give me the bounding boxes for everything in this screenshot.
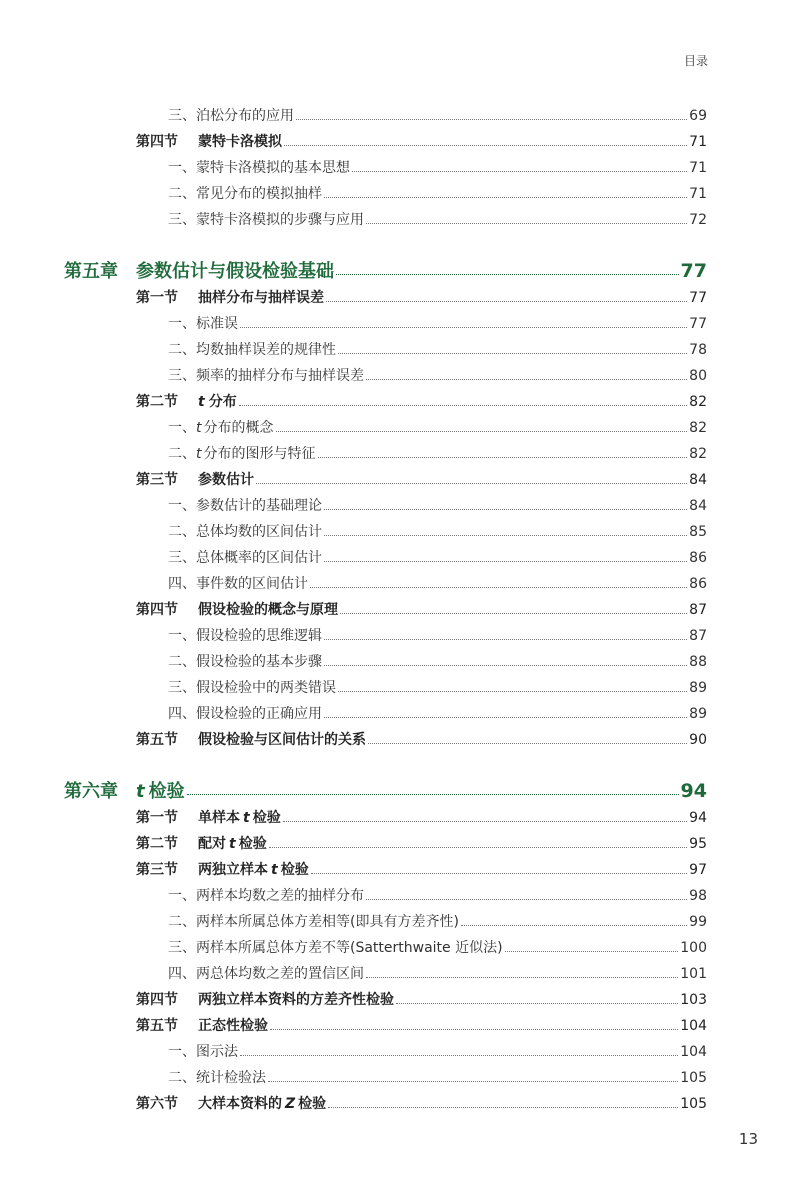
dot-leader (324, 639, 687, 640)
dot-leader (461, 925, 687, 926)
toc-item-label: 三、总体概率的区间估计 (168, 550, 322, 566)
section-title: 配对 t 检验 (198, 836, 267, 852)
toc-item[interactable] (168, 210, 707, 230)
section-label (136, 834, 267, 854)
section-title: 单样本 t 检验 (198, 810, 281, 826)
section-number: 第六节 (136, 1096, 178, 1112)
chapter-title: t 检验 (136, 781, 185, 802)
dot-leader (240, 1055, 678, 1056)
dot-leader (256, 483, 687, 484)
dot-leader (311, 873, 687, 874)
page-ref: 95 (689, 836, 707, 852)
dot-leader (318, 457, 688, 458)
dot-leader (240, 327, 687, 328)
section-number: 第二节 (136, 394, 178, 410)
toc-item-label: 一、假设检验的思维逻辑 (168, 628, 322, 644)
section-title: 抽样分布与抽样误差 (198, 290, 324, 306)
dot-leader (366, 379, 687, 380)
toc-item-label: 二、总体均数的区间估计 (168, 524, 322, 540)
toc-item[interactable] (168, 704, 707, 724)
toc-item-label: 一、t 分布的概念 (168, 420, 274, 436)
dot-leader (324, 561, 687, 562)
dot-leader (270, 1029, 678, 1030)
page-ref: 84 (689, 472, 707, 488)
chapter-label (64, 779, 185, 805)
dot-leader (338, 691, 687, 692)
section-label (136, 470, 254, 490)
chapter-title: 参数估计与假设检验基础 (136, 261, 334, 282)
toc-item-label: 二、常见分布的模拟抽样 (168, 186, 322, 202)
dot-leader (368, 743, 687, 744)
toc-item-label: 一、标准误 (168, 316, 238, 332)
dot-leader (239, 405, 687, 406)
toc-chapter[interactable] (64, 778, 707, 805)
toc-item[interactable] (168, 964, 707, 984)
toc-item[interactable] (168, 106, 707, 126)
toc-item-label: 四、假设检验的正确应用 (168, 706, 322, 722)
dot-leader (326, 301, 687, 302)
toc-item[interactable] (168, 314, 707, 334)
page-ref: 97 (689, 862, 707, 878)
toc-item[interactable] (168, 444, 707, 464)
page-ref: 105 (680, 1070, 707, 1086)
section-number: 第一节 (136, 290, 178, 306)
section-label (136, 808, 281, 828)
page-ref: 84 (689, 498, 707, 514)
dot-leader (268, 1081, 678, 1082)
toc-section[interactable] (136, 860, 707, 880)
section-label (136, 730, 366, 750)
toc-section[interactable] (136, 730, 707, 750)
toc-section[interactable] (136, 808, 707, 828)
dot-leader (328, 1107, 678, 1108)
section-title: 假设检验的概念与原理 (198, 602, 338, 618)
section-number: 第一节 (136, 810, 178, 826)
toc-section[interactable] (136, 392, 707, 412)
page-number: 13 (738, 1130, 758, 1148)
page-ref: 94 (689, 810, 707, 826)
page-ref: 78 (689, 342, 707, 358)
page-ref: 99 (689, 914, 707, 930)
page-ref: 87 (689, 602, 707, 618)
dot-leader (296, 119, 687, 120)
toc-item-label: 四、两总体均数之差的置信区间 (168, 966, 364, 982)
dot-leader (366, 899, 687, 900)
section-label (136, 990, 394, 1010)
dot-leader (324, 197, 687, 198)
page-ref: 85 (689, 524, 707, 540)
toc-item-label: 二、t 分布的图形与特征 (168, 446, 316, 462)
section-number: 第三节 (136, 472, 178, 488)
page-ref: 71 (689, 160, 707, 176)
toc-item-label: 一、参数估计的基础理论 (168, 498, 322, 514)
toc-item[interactable] (168, 340, 707, 360)
section-number: 第四节 (136, 134, 178, 150)
page-ref: 100 (680, 940, 707, 956)
page-ref: 82 (689, 420, 707, 436)
toc-item-label: 三、蒙特卡洛模拟的步骤与应用 (168, 212, 364, 228)
dot-leader (283, 821, 687, 822)
toc-section[interactable] (136, 288, 707, 308)
section-number: 第五节 (136, 732, 178, 748)
toc-section[interactable] (136, 132, 707, 152)
toc-item[interactable] (168, 626, 707, 646)
toc-item[interactable] (168, 548, 707, 568)
toc-item-label: 一、蒙特卡洛模拟的基本思想 (168, 160, 350, 176)
toc-item[interactable] (168, 678, 707, 698)
toc-section[interactable] (136, 600, 707, 620)
dot-leader (324, 665, 687, 666)
page-ref: 77 (689, 316, 707, 332)
dot-leader (352, 171, 687, 172)
toc-section[interactable] (136, 834, 707, 854)
section-title: 正态性检验 (198, 1018, 268, 1034)
dot-leader (269, 847, 687, 848)
page-ref: 86 (689, 550, 707, 566)
toc-item-label: 三、两样本所属总体方差不等(Satterthwaite 近似法) (168, 940, 503, 956)
toc-item-label: 四、事件数的区间估计 (168, 576, 308, 592)
section-label (136, 392, 237, 412)
toc-item[interactable] (168, 574, 707, 594)
dot-leader (276, 431, 688, 432)
dot-leader (366, 977, 678, 978)
section-number: 第五节 (136, 1018, 178, 1034)
section-number: 第四节 (136, 992, 178, 1008)
page-ref: 104 (680, 1044, 707, 1060)
section-number: 第四节 (136, 602, 178, 618)
toc-item-label: 二、均数抽样误差的规律性 (168, 342, 336, 358)
page-ref: 77 (689, 290, 707, 306)
page-ref: 86 (689, 576, 707, 592)
page-ref: 87 (689, 628, 707, 644)
chapter-number: 第六章 (64, 781, 118, 802)
toc-item[interactable] (168, 496, 707, 516)
section-number: 第二节 (136, 836, 178, 852)
page-ref: 82 (689, 394, 707, 410)
toc-item[interactable] (168, 418, 707, 438)
toc-item-label: 二、假设检验的基本步骤 (168, 654, 322, 670)
section-label (136, 1094, 326, 1114)
section-title: 假设检验与区间估计的关系 (198, 732, 366, 748)
section-title: 参数估计 (198, 472, 254, 488)
chapter-number: 第五章 (64, 261, 118, 282)
toc-chapter[interactable] (64, 258, 707, 285)
toc-item[interactable] (168, 184, 707, 204)
page-ref: 90 (689, 732, 707, 748)
dot-leader (310, 587, 687, 588)
dot-leader (366, 223, 687, 224)
page-ref: 94 (680, 780, 707, 802)
page-ref: 80 (689, 368, 707, 384)
dot-leader (396, 1003, 678, 1004)
dot-leader (187, 794, 679, 795)
page-ref: 89 (689, 706, 707, 722)
toc-item[interactable] (168, 366, 707, 386)
toc-item-label: 一、两样本均数之差的抽样分布 (168, 888, 364, 904)
toc-item[interactable] (168, 522, 707, 542)
section-label (136, 1016, 268, 1036)
toc-item[interactable] (168, 886, 707, 906)
section-label (136, 600, 338, 620)
section-title: 两独立样本 t 检验 (198, 862, 309, 878)
running-header: 目录 (683, 54, 708, 68)
section-title: 蒙特卡洛模拟 (198, 134, 282, 150)
dot-leader (324, 509, 687, 510)
dot-leader (338, 353, 687, 354)
dot-leader (340, 613, 687, 614)
dot-leader (284, 145, 687, 146)
toc-section[interactable] (136, 1016, 707, 1036)
section-label (136, 288, 324, 308)
toc-section[interactable] (136, 1094, 707, 1114)
page-ref: 69 (689, 108, 707, 124)
toc-item-label: 三、频率的抽样分布与抽样误差 (168, 368, 364, 384)
page-ref: 104 (680, 1018, 707, 1034)
page-ref: 82 (689, 446, 707, 462)
page-ref: 71 (689, 186, 707, 202)
toc-section[interactable] (136, 990, 707, 1010)
section-number: 第三节 (136, 862, 178, 878)
toc-item[interactable] (168, 158, 707, 178)
page-ref: 101 (680, 966, 707, 982)
page-ref: 98 (689, 888, 707, 904)
toc-item[interactable] (168, 1068, 707, 1088)
toc-item[interactable] (168, 652, 707, 672)
section-label (136, 860, 309, 880)
toc-item[interactable] (168, 1042, 707, 1062)
section-title: t 分布 (198, 394, 237, 410)
section-title: 大样本资料的 Z 检验 (198, 1096, 327, 1112)
page-ref: 71 (689, 134, 707, 150)
dot-leader (324, 717, 687, 718)
dot-leader (336, 274, 679, 275)
toc-item-label: 一、图示法 (168, 1044, 238, 1060)
page-ref: 72 (689, 212, 707, 228)
toc-item-label: 三、假设检验中的两类错误 (168, 680, 336, 696)
page-ref: 88 (689, 654, 707, 670)
dot-leader (505, 951, 679, 952)
toc-item-label: 三、泊松分布的应用 (168, 108, 294, 124)
dot-leader (324, 535, 687, 536)
section-title: 两独立样本资料的方差齐性检验 (198, 992, 394, 1008)
toc-section[interactable] (136, 470, 707, 490)
toc-item[interactable] (168, 912, 707, 932)
page-ref: 103 (680, 992, 707, 1008)
page-ref: 89 (689, 680, 707, 696)
chapter-label (64, 259, 334, 285)
toc-item[interactable] (168, 938, 707, 958)
page-ref: 105 (680, 1096, 707, 1112)
toc-item-label: 二、统计检验法 (168, 1070, 266, 1086)
page-ref: 77 (680, 260, 707, 282)
section-label (136, 132, 282, 152)
toc-item-label: 二、两样本所属总体方差相等(即具有方差齐性) (168, 914, 459, 930)
